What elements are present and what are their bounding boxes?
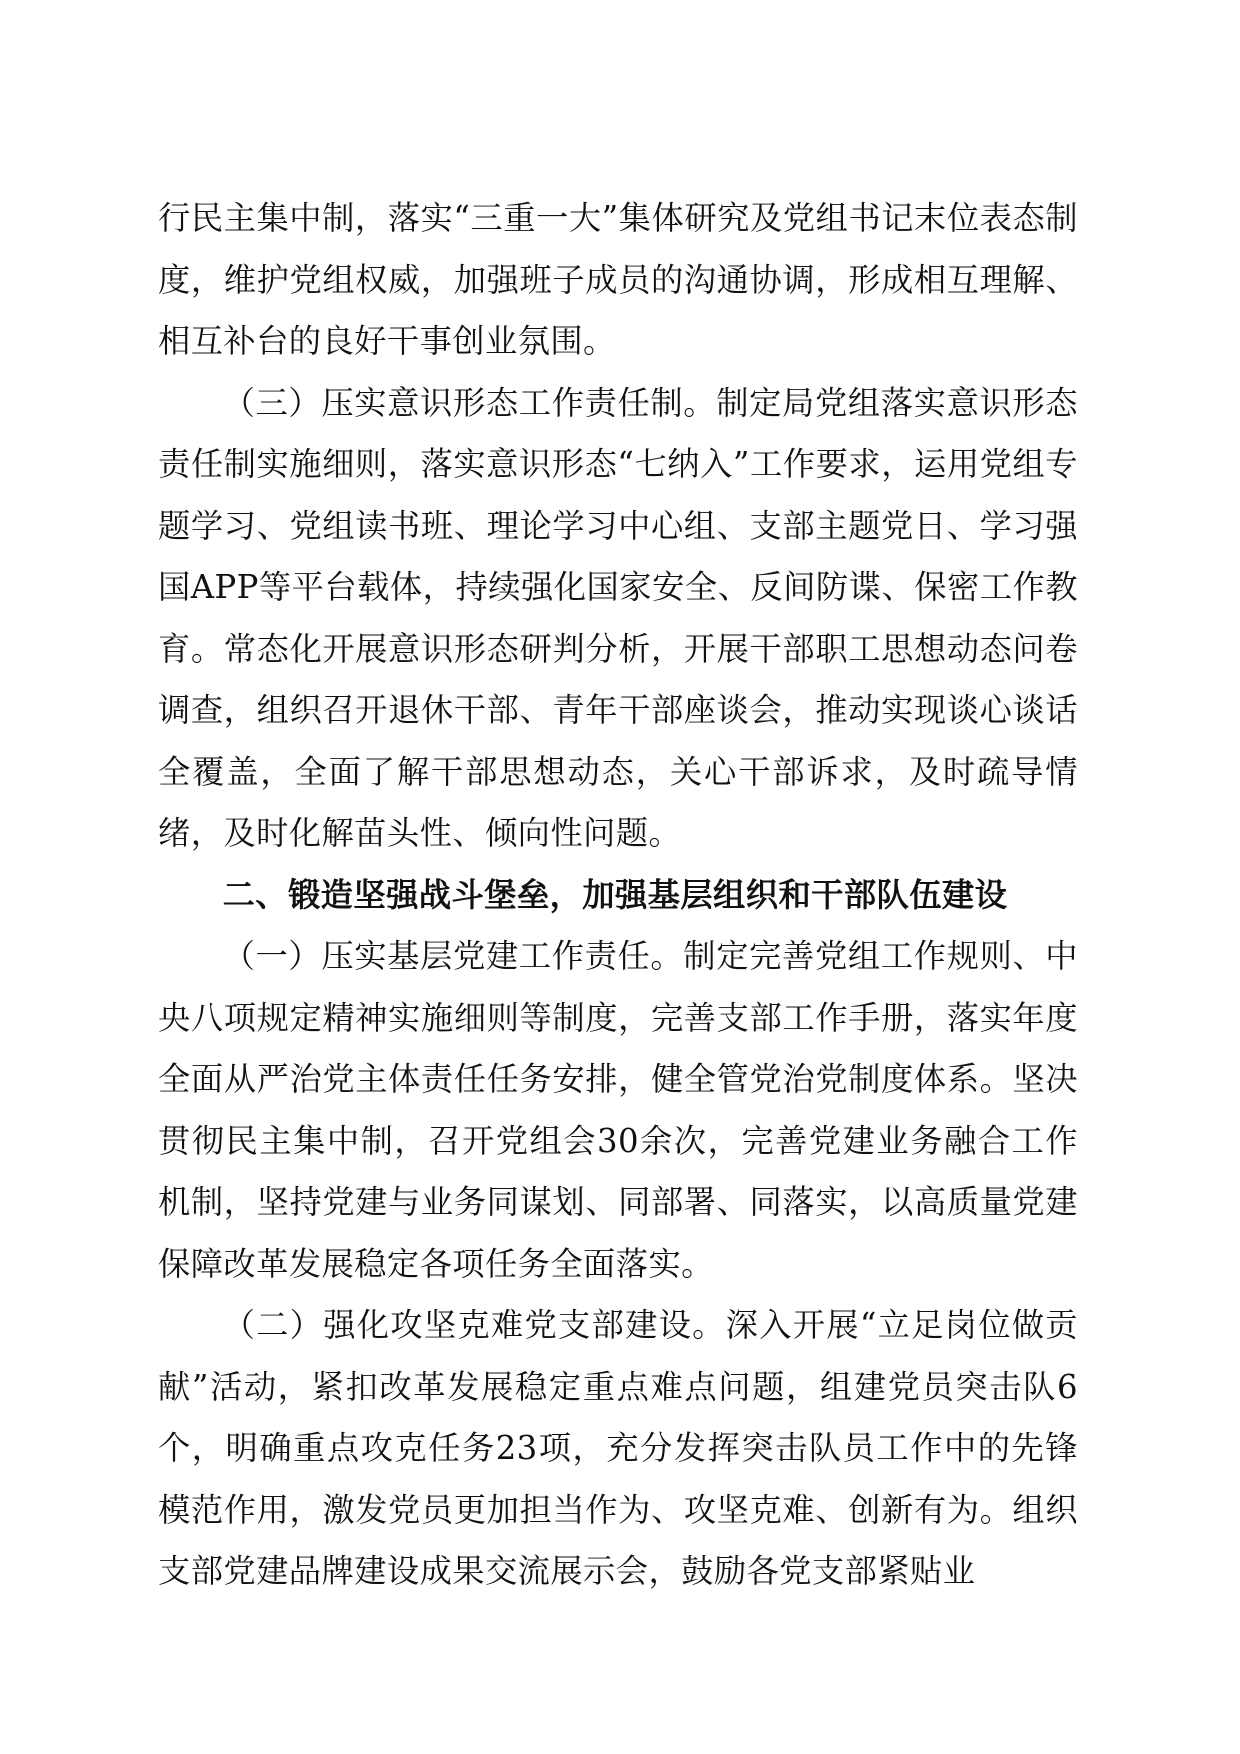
document-body (158, 188, 1078, 1603)
paragraph-branch-building: （二）强化攻坚克难党支部建设。深入开展“立足岗位做贡献”活动，紧扣改革发展稳定重点难点问题，组建党员突击队6个，明确重点攻克任务23项，充分发挥突击队员工作中的先锋模范作用，激发党员更加担当作为、攻坚克难、创新有为。组织支部党建品牌建设成果交流展示会，鼓励各党支部紧贴业 (158, 1306, 1078, 1590)
paragraph-ideology-responsibility: （三）压实意识形态工作责任制。制定局党组落实意识形态责任制实施细则，落实意识形态“七纳入”工作要求，运用党组专题学习、党组读书班、理论学习中心组、支部主题党日、学习强国APP等平台载体，持续强化国家安全、反间防谍、保密工作教育。常态化开展意识形态研判分析，开展干部职工思想动态问卷调查，组织召开退休干部、青年干部座谈会，推动实现谈心谈话全覆盖，全面了解干部思想动态，关心干部诉求，及时疏导情绪，及时化解苗头性、倾向性问题。 (158, 383, 1078, 852)
section-heading-2: 二、锻造坚强战斗堡垒，加强基层组织和干部队伍建设 (222, 875, 1008, 914)
paragraph-grassroots-responsibility: （一）压实基层党建工作责任。制定完善党组工作规则、中央八项规定精神实施细则等制度，完善支部工作手册，落实年度全面从严治党主体责任任务安排，健全管党治党制度体系。坚决贯彻民主集中制，召开党组会30余次，完善党建业务融合工作机制，坚持党建与业务同谋划、同部署、同落实，以高质量党建保障改革发展稳定各项任务全面落实。 (158, 937, 1078, 1283)
paragraph-continued: 行民主集中制，落实“三重一大”集体研究及党组书记末位表态制度，维护党组权威，加强班子成员的沟通协调，形成相互理解、相互补台的良好干事创业氛围。 (158, 199, 1078, 360)
